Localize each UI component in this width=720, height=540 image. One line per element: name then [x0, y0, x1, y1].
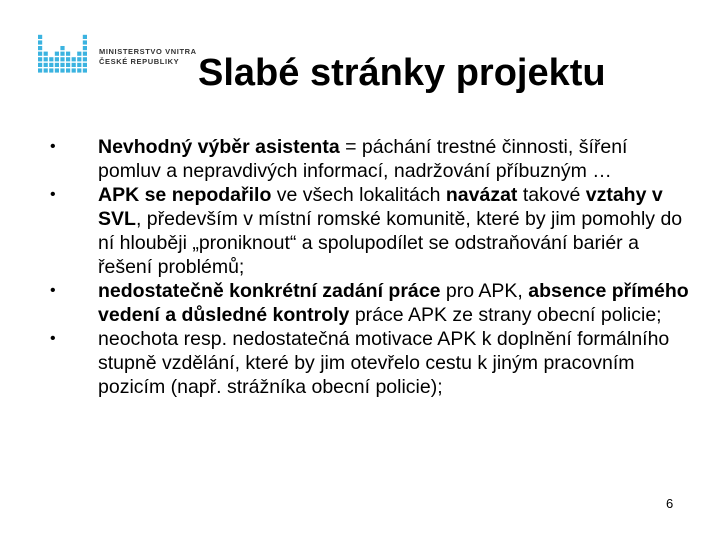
bullet-2-bold-1: APK se nepodařilo: [98, 184, 272, 206]
logo-dot: [55, 68, 59, 72]
logo-dot: [49, 63, 53, 67]
logo-dot: [66, 63, 70, 67]
bullet-item-1: [50, 135, 695, 183]
bullet-2-bold-2: navázat: [445, 184, 518, 206]
logo-dot: [38, 35, 42, 39]
page-number: 6: [666, 496, 674, 511]
bullet-icon: •: [50, 330, 56, 347]
logo-dot: [77, 63, 81, 67]
logo-dot: [55, 52, 59, 56]
slide-title: Slabé stránky projektu: [198, 52, 606, 94]
logo-dot: [49, 57, 53, 61]
bullet-item-3: [50, 279, 695, 327]
bullet-2-text-3: , především v místní romské komunitě, které by jim pomohly do ní hlouběji „proniknout“ a spolupodílet se odstraňování bariér a řešení problémů;: [98, 208, 683, 278]
bullet-list: [50, 135, 695, 399]
bullet-icon: •: [50, 282, 56, 299]
logo-dot: [60, 63, 64, 67]
logo-dot: [60, 52, 64, 56]
logo-dot: [77, 57, 81, 61]
logo-dot: [77, 68, 81, 72]
logo-dot: [60, 46, 64, 50]
logo-dot: [66, 57, 70, 61]
logo-dot: [83, 63, 87, 67]
logo-dot: [44, 63, 48, 67]
logo-dot: [72, 57, 76, 61]
logo-dot: [38, 68, 42, 72]
logo-dot: [38, 57, 42, 61]
logo-dot: [38, 63, 42, 67]
logo-dot: [83, 57, 87, 61]
bullet-1-text-1: = páchání trestné činnosti, šíření pomluv a nepravdivých informací, nadržování příbuzným …: [98, 136, 628, 182]
logo-dot: [60, 68, 64, 72]
logo-dot: [49, 68, 53, 72]
logo-dot: [38, 46, 42, 50]
logo-dot: [77, 52, 81, 56]
logo-line-1: MINISTERSTVO VNITRA: [99, 47, 197, 56]
bullet-item-4: [50, 327, 695, 399]
logo-dot: [55, 63, 59, 67]
logo-dot: [83, 40, 87, 44]
logo-dot: [38, 40, 42, 44]
logo-dot: [83, 35, 87, 39]
logo-dot: [83, 52, 87, 56]
bullet-1-bold-1: Nevhodný výběr asistenta: [98, 136, 340, 158]
logo-dot: [44, 68, 48, 72]
bullet-icon: •: [50, 138, 56, 155]
logo-dot: [66, 52, 70, 56]
bullet-3-bold-1: nedostatečně konkrétní zadání práce: [98, 280, 441, 302]
logo-line-2: ČESKÉ REPUBLIKY: [99, 57, 180, 66]
bullet-3-bold-2: absence přímého vedení a důsledné kontroly: [98, 280, 689, 326]
bullet-icon: •: [50, 186, 56, 203]
logo-dot: [60, 57, 64, 61]
logo-dot: [72, 68, 76, 72]
bullet-3-text-2: práce APK ze strany obecní policie;: [349, 304, 662, 326]
logo-dot: [44, 57, 48, 61]
logo-dot: [38, 52, 42, 56]
logo-dot: [83, 46, 87, 50]
bullet-2-text-1: ve všech lokalitách: [271, 184, 446, 206]
bullet-2-text-2: takové: [517, 184, 586, 206]
logo-dot: [66, 68, 70, 72]
ministry-logo-text: [99, 47, 197, 67]
logo-dot: [44, 52, 48, 56]
bullet-4-text-1: neochota resp. nedostatečná motivace APK k doplnění formálního stupně vzdělání, které by jim otevřelo cestu k jiným pracovním pozicím (např. strážníka obecní policie);: [98, 328, 670, 398]
logo-dot: [83, 68, 87, 72]
bullet-2-bold-3: vztahy v SVL: [98, 184, 663, 230]
bullet-3-text-1: pro APK,: [440, 280, 529, 302]
logo-dot: [72, 63, 76, 67]
bullet-item-2: [50, 183, 695, 279]
logo-dot: [55, 57, 59, 61]
